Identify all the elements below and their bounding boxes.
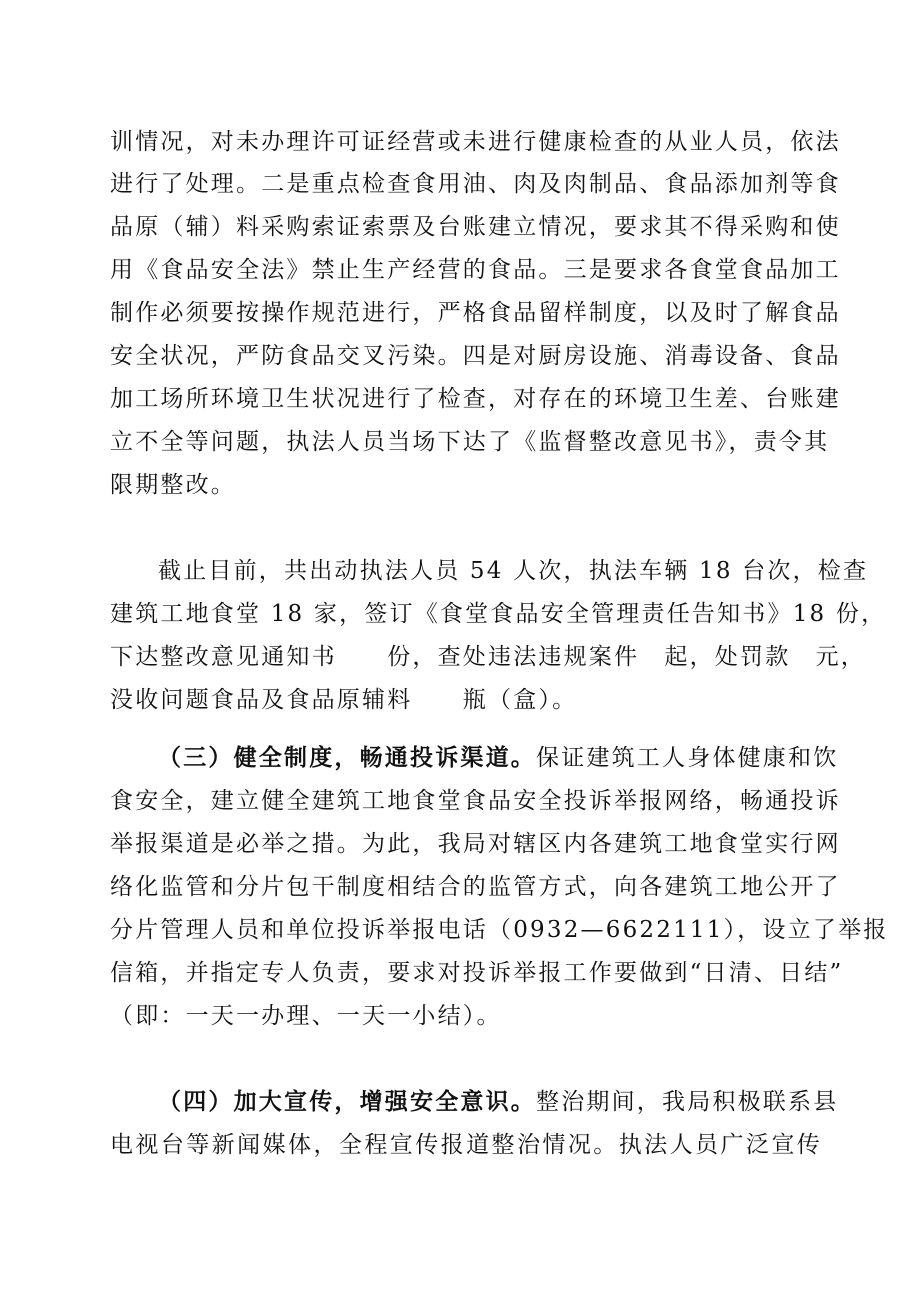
paragraph-line: 品原（辅）料采购索证索票及台账建立情况，要求其不得采购和使 bbox=[110, 214, 841, 240]
paragraph-line: 举报渠道是必举之措。为此，我局对辖区内各建筑工地食堂实行网 bbox=[110, 831, 841, 857]
paragraph-line: 没收问题食品及食品原辅料 瓶（盒）。 bbox=[110, 687, 578, 713]
paragraph-line: 食安全，建立健全建筑工地食堂食品安全投诉举报网络，畅通投诉 bbox=[110, 788, 841, 814]
paragraph-line: 分片管理人员和单位投诉举报电话（0932—6622111），设立了举报 bbox=[110, 917, 889, 943]
paragraph-line: 用《食品安全法》禁止生产经营的食品。三是要求各食堂食品加工 bbox=[110, 257, 841, 283]
section-first-line bbox=[158, 738, 839, 778]
paragraph-line: 安全状况，严防食品交叉污染。四是对厨房设施、消毒设备、食品 bbox=[110, 343, 841, 369]
paragraph-line: 进行了处理。二是重点检查食用油、肉及肉制品、食品添加剂等食 bbox=[110, 171, 841, 197]
paragraph-line: 络化监管和分片包干制度相结合的监管方式，向各建筑工地公开了 bbox=[110, 874, 841, 900]
section-text: 整治期间，我局积极联系县 bbox=[536, 1089, 839, 1115]
paragraph-line: 电视台等新闻媒体，全程宣传报道整治情况。执法人员广泛宣传 bbox=[110, 1132, 822, 1158]
section-heading: （四）加大宣传，增强安全意识。 bbox=[158, 1088, 536, 1115]
paragraph-line: 下达整改意见通知书 份，查处违法违规案件 起，处罚款 元， bbox=[110, 644, 866, 670]
paragraph-line: 训情况，对未办理许可证经营或未进行健康检查的从业人员，依法 bbox=[110, 129, 841, 155]
paragraph-line: 信箱，并指定专人负责，要求对投诉举报工作要做到“日清、日结” bbox=[110, 960, 844, 986]
section-heading: （三）健全制度，畅通投诉渠道。 bbox=[158, 744, 536, 771]
section-text: 保证建筑工人身体健康和饮 bbox=[536, 745, 839, 771]
paragraph-line: （即：一天一办理、一天一小结）。 bbox=[110, 1003, 502, 1029]
paragraph-line: 制作必须要按操作规范进行，严格食品留样制度，以及时了解食品 bbox=[110, 300, 841, 326]
paragraph-line: 限期整改。 bbox=[110, 472, 236, 498]
paragraph-line: 立不全等问题，执法人员当场下达了《监督整改意见书》，责令其 bbox=[110, 429, 830, 455]
paragraph-line: 加工场所环境卫生状况进行了检查，对存在的环境卫生差、台账建 bbox=[110, 386, 841, 412]
section-first-line bbox=[158, 1082, 839, 1122]
paragraph-line: 截止目前，共出动执法人员 54 人次，执法车辆 18 台次，检查 bbox=[158, 558, 869, 584]
paragraph-line: 建筑工地食堂 18 家，签订《食堂食品安全管理责任告知书》18 份， bbox=[110, 601, 887, 627]
